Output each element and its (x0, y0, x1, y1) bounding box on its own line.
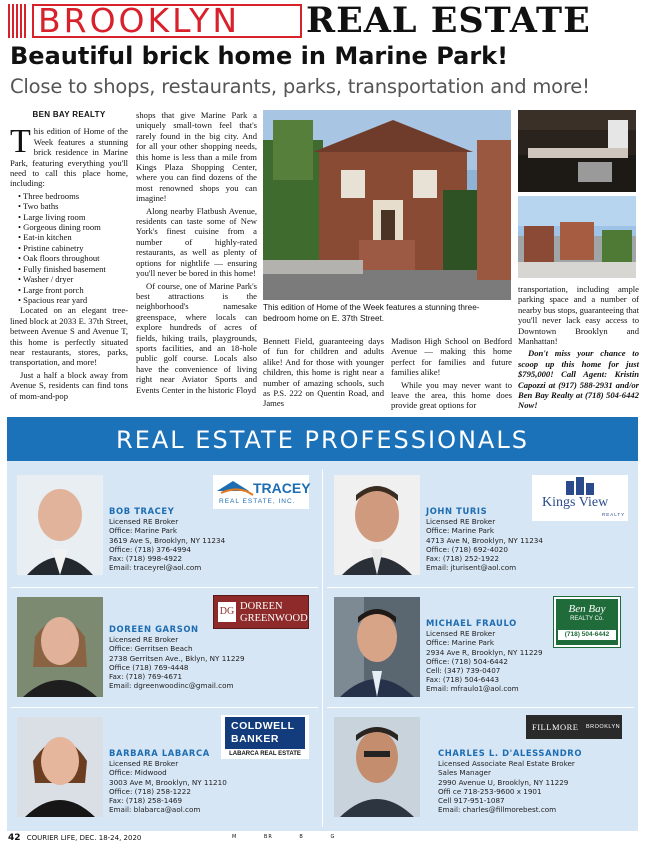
agent-detail: Office: (718) 692-4020 (426, 544, 508, 554)
agent-portrait (17, 475, 103, 575)
kitchen-photo (518, 110, 636, 192)
agent-name: BARBARA LABARCA (109, 748, 210, 758)
agent-detail: Sales Manager (438, 768, 491, 778)
agent-card-bob-tracey (13, 469, 318, 587)
agent-info (109, 749, 227, 814)
call-to-action: Don't miss your chance to scoop up this home for just $795,000! Call Agent: Kristin Capozzi at (917) 588-2931 and/or Ben Bay Realty at (718) 504-6442 Now! (518, 348, 639, 411)
agent-portrait (17, 717, 103, 817)
agent-detail: Offi ce 718-253-9600 x 1901 (438, 786, 542, 796)
agent-detail: Office: Marine Park (426, 526, 495, 536)
agent-portrait (334, 597, 420, 697)
agent-detail: Cell 917-951-1087 (438, 796, 505, 806)
logo-subtext: REAL ESTATE, INC. (219, 498, 296, 505)
coldwell-banker-logo (221, 715, 309, 759)
article-column-1 (10, 110, 128, 403)
row-divider (327, 587, 634, 588)
agent-detail: Licensed Associate Real Estate Broker (438, 759, 575, 769)
page-number: 42 (8, 833, 21, 843)
agent-detail: Email: jturisent@aol.com (426, 563, 517, 573)
masthead-stripes (8, 4, 28, 38)
logo-mark: DG (218, 602, 236, 622)
agent-detail: Office: Midwood (109, 768, 167, 778)
logo-text: DOREEN (240, 601, 283, 612)
reg-mark: M (232, 834, 238, 840)
reg-mark: BR (263, 834, 273, 840)
agent-card-charles-dalessandro (330, 711, 635, 829)
tracey-logo (213, 475, 309, 509)
agent-info (426, 507, 543, 572)
agent-detail: Email: dgreenwoodinc@gmail.com (109, 681, 234, 691)
page-footer (8, 833, 336, 843)
agent-detail: Licensed RE Broker (426, 629, 496, 639)
agent-detail: Office: Marine Park (426, 638, 495, 648)
logo-subtext: REALTY Co. (570, 616, 604, 622)
feature-item: • Gorgeous dining room (18, 222, 128, 232)
masthead (8, 0, 658, 41)
paragraph: Along nearby Flatbush Avenue, residents can taste some of New York's finest cuisine from a number of highly-rated restaurants, as well as plenty of options for nightlife — ensuring you'll never be bored in this home! (136, 205, 257, 279)
logo-text: Kings View (542, 495, 609, 510)
pros-banner: REAL ESTATE PROFESSIONALS (7, 417, 638, 461)
kitchen-photo-2 (518, 196, 636, 278)
agent-name: BOB TRACEY (109, 506, 175, 516)
ben-bay-realty-logo (554, 597, 620, 647)
agent-detail: Fax: (718) 998-4922 (109, 554, 183, 564)
agent-card-john-turis (330, 469, 635, 587)
feature-item: • Washer / dryer (18, 274, 128, 284)
agent-detail: Office: (718) 504-6442 (426, 656, 508, 666)
masthead-real-estate: REAL ESTATE (306, 0, 591, 41)
agent-name: JOHN TURIS (426, 506, 488, 516)
agent-detail: Office (718) 769-4448 (109, 662, 189, 672)
agent-detail: Email: mfraulo1@aol.com (426, 684, 519, 694)
agent-card-michael-fraulo (330, 591, 635, 709)
features-list (18, 191, 128, 305)
agent-info (109, 507, 225, 572)
agent-detail: 4713 Ave N, Brooklyn, NY 11234 (426, 535, 543, 545)
headline: Beautiful brick home in Marine Park! (10, 42, 509, 70)
fillmore-logo (526, 715, 622, 739)
feature-item: • Fully finished basement (18, 264, 128, 274)
agent-detail: Licensed RE Broker (109, 759, 179, 769)
logo-text: FILLMORE (532, 722, 579, 732)
agent-portrait (334, 475, 420, 575)
logo-text: TRACEY (253, 480, 311, 496)
paragraph: transportation, including ample parking space and a number of nearby bus stops, guaranteeing that you'll never lack easy access to Downtown Brooklyn and Manhattan! (518, 284, 639, 347)
paragraph: Bennett Field, guaranteeing days of fun for children and adults alike! And for those with younger children, this home is right near a number of amazing schools, such as P.S. 222 on Quentin Road, and James (263, 336, 384, 409)
agent-card-doreen-garson (13, 591, 318, 709)
paragraph: Just a half a block away from Avenue S, residents can find tons of mom-and-pop (10, 369, 128, 401)
agent-detail: Office: Gerritsen Beach (109, 644, 193, 654)
agent-detail: 2934 Ave R, Brooklyn, NY 11229 (426, 647, 543, 657)
logo-text: COLDWELL (231, 720, 295, 732)
column-divider (322, 469, 323, 827)
logo-phone: (718) 504-6442 (558, 630, 616, 640)
agent-detail: Fax: (718) 252-1922 (426, 554, 500, 564)
doreen-greenwood-logo (213, 595, 309, 629)
byline: BEN BAY REALTY (32, 110, 106, 119)
publication-info: COURIER LIFE, DEC. 18-24, 2020 (26, 834, 142, 842)
feature-item: • Large living room (18, 212, 128, 222)
registration-marks (232, 834, 359, 840)
agent-detail: 2990 Avenue U, Brooklyn, NY 11229 (438, 777, 569, 787)
kings-view-logo (532, 475, 628, 521)
intro-paragraph: This edition of Home of the Week features a stunning brick residence in Marine Park, featuring everything you'll need to call this place home, including: (10, 123, 128, 189)
logo-text: Ben Bay (568, 603, 606, 615)
agent-detail: Fax: (718) 258-1469 (109, 796, 183, 806)
feature-item: • Spacious rear yard (18, 295, 128, 305)
article-column-5 (518, 284, 639, 413)
feature-item: • Two baths (18, 201, 128, 211)
agent-detail: Email: blabarca@aol.com (109, 805, 201, 815)
agent-name: MICHAEL FRAULO (426, 618, 517, 628)
row-divider (11, 587, 318, 588)
paragraph: While you may never want to leave the area, this home does provide great options for (391, 379, 512, 411)
dropcap: T (10, 123, 31, 161)
agent-portrait (334, 717, 420, 817)
agent-detail: Office: (718) 258-1222 (109, 786, 191, 796)
logo-caption: LABARCA REAL ESTATE (229, 751, 301, 757)
logo-subtext: BANKER (231, 733, 279, 745)
agent-detail: Office: (718) 376-4994 (109, 544, 191, 554)
paragraph: shops that give Marine Park a uniquely small-town feel that's rarely found in the big city. And for all your other shopping needs, this home is less than a mile from Kings Plaza Shopping Center, where you can find dozens of the most renowned shops you can imagine! (136, 110, 257, 204)
agent-detail: Licensed RE Broker (109, 517, 179, 527)
logo-subtext: BROOKLYN (586, 724, 621, 730)
agent-detail: Cell: (347) 739-0407 (426, 666, 501, 676)
photo-caption: This edition of Home of the Week features a stunning three-bedroom home on E. 37th Street. (263, 303, 480, 323)
paragraph: Of course, one of Marine Park's best attractions is the neighborhood's namesake greenspace, where locals can explore hundreds of acres of fields, hiking trails, playgrounds, sports facilities, and an 18-hole public golf course. Locals also have the convenience of living right near Aviator Sports and Events Center in the historic Floyd (136, 280, 257, 395)
agent-detail: Email: charles@fillmorebest.com (438, 805, 557, 815)
agent-detail: Fax: (718) 769-4671 (109, 672, 183, 682)
article-column-4 (391, 336, 512, 413)
agent-detail: 3003 Ave M, Brooklyn, NY 11210 (109, 777, 227, 787)
agent-name: CHARLES L. D'ALESSANDRO (438, 748, 583, 758)
feature-item: • Three bedrooms (18, 191, 128, 201)
agent-detail: Licensed RE Broker (426, 517, 496, 527)
feature-item: • Oak floors throughout (18, 253, 128, 263)
reg-mark: B (299, 834, 304, 840)
agent-detail: Office: Marine Park (109, 526, 178, 536)
feature-item: • Pristine cabinetry (18, 243, 128, 253)
paragraph: Located on an elegant tree-lined block at 2033 E. 37th Street, between Avenue S and Avenue T, this home is perfectly situated near restaurants, stores, parks, transportation, and more! (10, 305, 128, 368)
agent-info (426, 619, 543, 694)
feature-item: • Large front porch (18, 285, 128, 295)
agent-detail: Licensed RE Broker (109, 635, 179, 645)
house-photo (263, 110, 511, 300)
agent-portrait (17, 597, 103, 697)
agent-detail: Fax: (718) 504-6443 (426, 675, 500, 685)
subhead: Close to shops, restaurants, parks, transportation and more! (10, 75, 590, 98)
agent-name: DOREEN GARSON (109, 624, 199, 634)
agent-detail: 3619 Ave S, Brooklyn, NY 11234 (109, 535, 226, 545)
article-column-3 (263, 336, 384, 411)
feature-item: • Eat-in kitchen (18, 232, 128, 242)
real-estate-professionals (7, 417, 638, 831)
agent-card-barbara-labarca (13, 711, 318, 829)
logo-subtext: GREENWOOD (240, 613, 308, 624)
logo-subtext: REALTY (602, 512, 626, 517)
article-column-2 (136, 110, 257, 397)
paragraph: Madison High School on Bedford Avenue — making this home perfect for families and future families alike! (391, 336, 512, 378)
agent-detail: 2738 Gerritsen Ave., Bklyn, NY 11229 (109, 653, 245, 663)
agent-detail: Email: traceyrel@aol.com (109, 563, 202, 573)
agent-info (109, 625, 245, 690)
masthead-brooklyn: BROOKLYN (38, 1, 241, 40)
reg-mark: G (330, 834, 336, 840)
agent-info (438, 749, 582, 814)
